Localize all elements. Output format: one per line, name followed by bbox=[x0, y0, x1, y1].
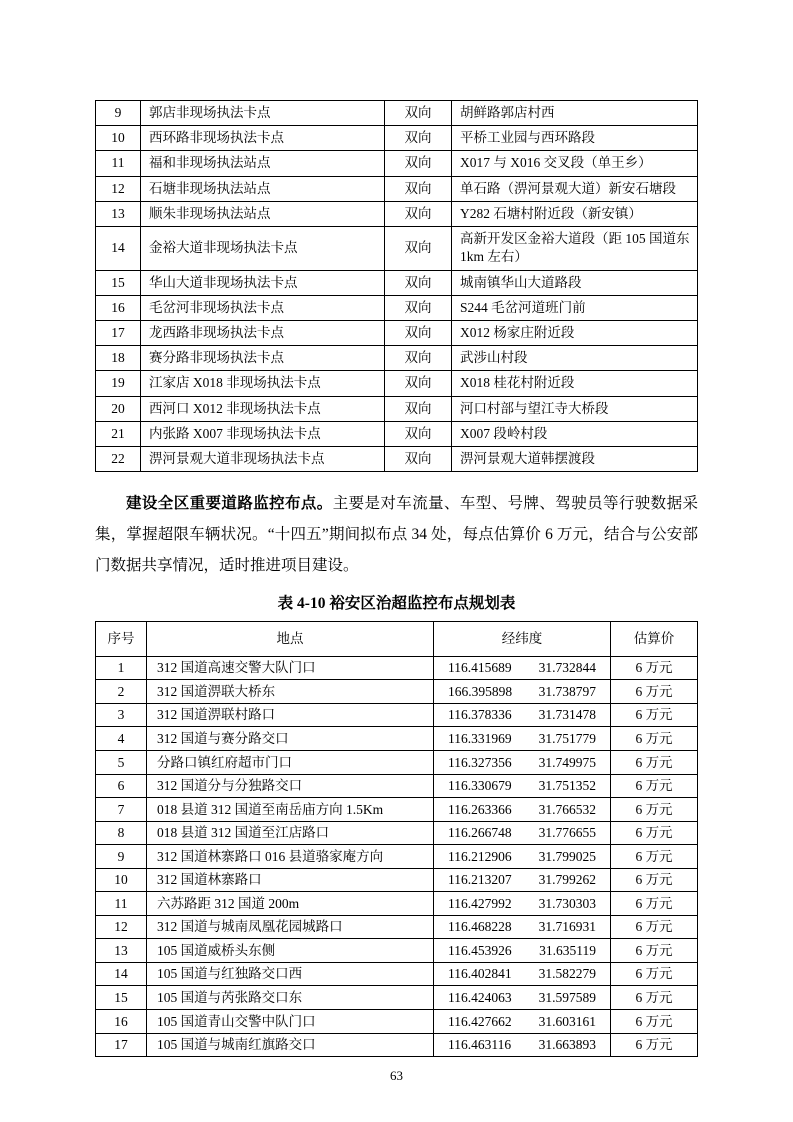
row-place: 六苏路距 312 国道 200m bbox=[147, 892, 434, 916]
row-number: 5 bbox=[96, 751, 147, 775]
row-price: 6 万元 bbox=[611, 1010, 698, 1034]
paragraph-body: 主要是对车流量、车型、号牌、驾驶员等行驶数据采集，掌握超限车辆状况。“十四五”期间拟布点 34 处，每点估算价 6 万元，结合与公安部门数据共享情况，适时推进项目建设。 bbox=[95, 495, 698, 575]
table-row bbox=[96, 270, 698, 295]
row-number: 17 bbox=[96, 320, 141, 345]
longitude: 116.330679 bbox=[448, 778, 512, 794]
table-row bbox=[96, 295, 698, 320]
row-price: 6 万元 bbox=[611, 939, 698, 963]
row-location: Y282 石塘村附近段（新安镇） bbox=[452, 201, 698, 226]
longitude: 166.395898 bbox=[448, 683, 513, 699]
row-name: 赛分路非现场执法卡点 bbox=[141, 346, 385, 371]
latitude: 31.776655 bbox=[538, 825, 596, 841]
row-price: 6 万元 bbox=[611, 915, 698, 939]
latitude: 31.738797 bbox=[538, 683, 596, 699]
row-number: 10 bbox=[96, 868, 147, 892]
row-place: 105 国道与城南红旗路交口 bbox=[147, 1033, 434, 1057]
row-name: 江家店 X018 非现场执法卡点 bbox=[141, 371, 385, 396]
latitude: 31.716931 bbox=[538, 919, 596, 935]
latitude: 31.582279 bbox=[538, 966, 596, 982]
row-number: 12 bbox=[96, 915, 147, 939]
row-name: 淠河景观大道非现场执法卡点 bbox=[141, 447, 385, 472]
row-place: 105 国道青山交警中队门口 bbox=[147, 1010, 434, 1034]
row-number: 19 bbox=[96, 371, 141, 396]
row-price: 6 万元 bbox=[611, 845, 698, 869]
row-place: 105 国道与芮张路交口东 bbox=[147, 986, 434, 1010]
latitude: 31.663893 bbox=[538, 1037, 596, 1053]
row-coordinates bbox=[434, 798, 611, 822]
row-place: 312 国道分与分独路交口 bbox=[147, 774, 434, 798]
row-coordinates bbox=[434, 751, 611, 775]
table-row bbox=[96, 346, 698, 371]
row-location: 武涉山村段 bbox=[452, 346, 698, 371]
row-number: 8 bbox=[96, 821, 147, 845]
header-coord: 经纬度 bbox=[434, 622, 611, 657]
longitude: 116.327356 bbox=[448, 754, 512, 770]
row-coordinates bbox=[434, 962, 611, 986]
row-price: 6 万元 bbox=[611, 774, 698, 798]
header-row bbox=[96, 622, 698, 657]
row-number: 17 bbox=[96, 1033, 147, 1057]
row-direction: 双向 bbox=[385, 421, 452, 446]
header-price: 估算价 bbox=[611, 622, 698, 657]
table-header bbox=[96, 622, 698, 657]
longitude: 116.415689 bbox=[448, 660, 512, 676]
row-name: 龙西路非现场执法卡点 bbox=[141, 320, 385, 345]
table-row bbox=[96, 680, 698, 704]
header-place: 地点 bbox=[147, 622, 434, 657]
longitude: 116.463116 bbox=[448, 1037, 512, 1053]
table-row bbox=[96, 868, 698, 892]
row-price: 6 万元 bbox=[611, 751, 698, 775]
monitoring-points-table bbox=[95, 621, 698, 1057]
longitude: 116.468228 bbox=[448, 919, 512, 935]
row-price: 6 万元 bbox=[611, 727, 698, 751]
row-direction: 双向 bbox=[385, 101, 452, 126]
row-coordinates bbox=[434, 727, 611, 751]
row-number: 4 bbox=[96, 727, 147, 751]
row-place: 312 国道与赛分路交口 bbox=[147, 727, 434, 751]
latitude: 31.731478 bbox=[538, 707, 596, 723]
row-price: 6 万元 bbox=[611, 892, 698, 916]
row-number: 13 bbox=[96, 201, 141, 226]
row-location: X007 段岭村段 bbox=[452, 421, 698, 446]
table-row bbox=[96, 396, 698, 421]
row-coordinates bbox=[434, 915, 611, 939]
row-coordinates bbox=[434, 821, 611, 845]
row-direction: 双向 bbox=[385, 151, 452, 176]
row-coordinates bbox=[434, 656, 611, 680]
row-place: 312 国道林寨路口 016 县道骆家庵方向 bbox=[147, 845, 434, 869]
row-direction: 双向 bbox=[385, 126, 452, 151]
table-row bbox=[96, 798, 698, 822]
row-coordinates bbox=[434, 1033, 611, 1057]
row-price: 6 万元 bbox=[611, 1033, 698, 1057]
row-number: 11 bbox=[96, 892, 147, 916]
longitude: 116.331969 bbox=[448, 730, 512, 746]
row-price: 6 万元 bbox=[611, 868, 698, 892]
row-place: 312 国道与城南凤凰花园城路口 bbox=[147, 915, 434, 939]
header-no: 序号 bbox=[96, 622, 147, 657]
table-row bbox=[96, 201, 698, 226]
row-name: 金裕大道非现场执法卡点 bbox=[141, 227, 385, 270]
row-number: 10 bbox=[96, 126, 141, 151]
row-location: X012 杨家庄附近段 bbox=[452, 320, 698, 345]
row-number: 14 bbox=[96, 962, 147, 986]
row-place: 018 县道 312 国道至南岳庙方向 1.5Km bbox=[147, 798, 434, 822]
row-name: 内张路 X007 非现场执法卡点 bbox=[141, 421, 385, 446]
table-row bbox=[96, 703, 698, 727]
table-row bbox=[96, 227, 698, 270]
table-row bbox=[96, 939, 698, 963]
table-caption: 表 4-10 裕安区治超监控布点规划表 bbox=[277, 595, 516, 613]
table-row bbox=[96, 751, 698, 775]
row-number: 9 bbox=[96, 101, 141, 126]
latitude: 31.766532 bbox=[538, 801, 596, 817]
row-name: 顺朱非现场执法站点 bbox=[141, 201, 385, 226]
row-number: 7 bbox=[96, 798, 147, 822]
table-row bbox=[96, 151, 698, 176]
latitude: 31.730303 bbox=[538, 895, 596, 911]
row-location: 淠河景观大道韩摆渡段 bbox=[452, 447, 698, 472]
latitude: 31.799025 bbox=[538, 848, 596, 864]
row-number: 15 bbox=[96, 270, 141, 295]
row-place: 105 国道与红独路交口西 bbox=[147, 962, 434, 986]
table-row bbox=[96, 421, 698, 446]
table-row bbox=[96, 962, 698, 986]
table-row bbox=[96, 986, 698, 1010]
row-direction: 双向 bbox=[385, 270, 452, 295]
row-location: 河口村部与望江寺大桥段 bbox=[452, 396, 698, 421]
table-row bbox=[96, 447, 698, 472]
row-name: 西环路非现场执法卡点 bbox=[141, 126, 385, 151]
row-number: 3 bbox=[96, 703, 147, 727]
row-number: 20 bbox=[96, 396, 141, 421]
latitude: 31.732844 bbox=[538, 660, 596, 676]
table-row bbox=[96, 656, 698, 680]
row-place: 312 国道淠联村路口 bbox=[147, 703, 434, 727]
row-number: 18 bbox=[96, 346, 141, 371]
row-location: 城南镇华山大道路段 bbox=[452, 270, 698, 295]
latitude: 31.635119 bbox=[539, 942, 596, 958]
row-name: 石塘非现场执法站点 bbox=[141, 176, 385, 201]
row-number: 16 bbox=[96, 295, 141, 320]
row-direction: 双向 bbox=[385, 346, 452, 371]
latitude: 31.597589 bbox=[538, 989, 596, 1005]
table-row bbox=[96, 1010, 698, 1034]
latitude: 31.751352 bbox=[538, 778, 596, 794]
longitude: 116.427662 bbox=[448, 1013, 512, 1029]
table-row bbox=[96, 774, 698, 798]
table-row bbox=[96, 821, 698, 845]
row-place: 312 国道淠联大桥东 bbox=[147, 680, 434, 704]
table-row bbox=[96, 320, 698, 345]
row-price: 6 万元 bbox=[611, 703, 698, 727]
table-row bbox=[96, 176, 698, 201]
row-coordinates bbox=[434, 868, 611, 892]
row-price: 6 万元 bbox=[611, 798, 698, 822]
row-place: 018 县道 312 国道至江店路口 bbox=[147, 821, 434, 845]
latitude: 31.603161 bbox=[538, 1013, 596, 1029]
latitude: 31.799262 bbox=[538, 872, 596, 888]
row-name: 郭店非现场执法卡点 bbox=[141, 101, 385, 126]
row-number: 2 bbox=[96, 680, 147, 704]
row-number: 16 bbox=[96, 1010, 147, 1034]
longitude: 116.402841 bbox=[448, 966, 512, 982]
row-location: 胡鲜路郭店村西 bbox=[452, 101, 698, 126]
body-paragraph bbox=[95, 488, 698, 581]
row-direction: 双向 bbox=[385, 201, 452, 226]
latitude: 31.749975 bbox=[538, 754, 596, 770]
row-coordinates bbox=[434, 986, 611, 1010]
table-row bbox=[96, 845, 698, 869]
row-direction: 双向 bbox=[385, 371, 452, 396]
longitude: 116.453926 bbox=[448, 942, 512, 958]
row-place: 分路口镇红府超市门口 bbox=[147, 751, 434, 775]
row-direction: 双向 bbox=[385, 176, 452, 201]
row-price: 6 万元 bbox=[611, 821, 698, 845]
row-number: 6 bbox=[96, 774, 147, 798]
row-coordinates bbox=[434, 1010, 611, 1034]
row-place: 312 国道林寨路口 bbox=[147, 868, 434, 892]
longitude: 116.212906 bbox=[448, 848, 512, 864]
table-row bbox=[96, 371, 698, 396]
row-price: 6 万元 bbox=[611, 962, 698, 986]
row-name: 毛岔河非现场执法卡点 bbox=[141, 295, 385, 320]
row-number: 12 bbox=[96, 176, 141, 201]
longitude: 116.378336 bbox=[448, 707, 512, 723]
row-number: 15 bbox=[96, 986, 147, 1010]
row-number: 14 bbox=[96, 227, 141, 270]
row-location: 单石路（淠河景观大道）新安石塘段 bbox=[452, 176, 698, 201]
row-name: 西河口 X012 非现场执法卡点 bbox=[141, 396, 385, 421]
row-number: 22 bbox=[96, 447, 141, 472]
row-price: 6 万元 bbox=[611, 680, 698, 704]
table-row bbox=[96, 727, 698, 751]
row-direction: 双向 bbox=[385, 447, 452, 472]
row-location: X017 与 X016 交叉段（单王乡） bbox=[452, 151, 698, 176]
row-number: 13 bbox=[96, 939, 147, 963]
table-body bbox=[96, 656, 698, 1056]
row-number: 9 bbox=[96, 845, 147, 869]
row-coordinates bbox=[434, 939, 611, 963]
row-number: 21 bbox=[96, 421, 141, 446]
row-name: 福和非现场执法站点 bbox=[141, 151, 385, 176]
row-name: 华山大道非现场执法卡点 bbox=[141, 270, 385, 295]
row-place: 312 国道高速交警大队门口 bbox=[147, 656, 434, 680]
longitude: 116.427992 bbox=[448, 895, 512, 911]
row-direction: 双向 bbox=[385, 396, 452, 421]
table-row bbox=[96, 892, 698, 916]
row-coordinates bbox=[434, 892, 611, 916]
table-body bbox=[96, 101, 698, 472]
longitude: 116.424063 bbox=[448, 989, 512, 1005]
row-coordinates bbox=[434, 680, 611, 704]
table-row bbox=[96, 126, 698, 151]
row-number: 11 bbox=[96, 151, 141, 176]
row-coordinates bbox=[434, 774, 611, 798]
latitude: 31.751779 bbox=[538, 730, 596, 746]
table-row bbox=[96, 101, 698, 126]
row-price: 6 万元 bbox=[611, 986, 698, 1010]
row-place: 105 国道威桥头东侧 bbox=[147, 939, 434, 963]
table-row bbox=[96, 915, 698, 939]
row-location: 高新开发区金裕大道段（距 105 国道东 1km 左右） bbox=[452, 227, 698, 270]
page-number: 63 bbox=[390, 1068, 403, 1083]
row-location: 平桥工业园与西环路段 bbox=[452, 126, 698, 151]
row-location: S244 毛岔河道班门前 bbox=[452, 295, 698, 320]
longitude: 116.266748 bbox=[448, 825, 512, 841]
row-direction: 双向 bbox=[385, 227, 452, 270]
row-direction: 双向 bbox=[385, 295, 452, 320]
table-row bbox=[96, 1033, 698, 1057]
row-direction: 双向 bbox=[385, 320, 452, 345]
longitude: 116.263366 bbox=[448, 801, 512, 817]
row-price: 6 万元 bbox=[611, 656, 698, 680]
paragraph-lead: 建设全区重要道路监控布点。 bbox=[126, 495, 333, 513]
row-coordinates bbox=[434, 845, 611, 869]
row-number: 1 bbox=[96, 656, 147, 680]
longitude: 116.213207 bbox=[448, 872, 512, 888]
enforcement-checkpoints-table bbox=[95, 100, 698, 472]
row-coordinates bbox=[434, 703, 611, 727]
row-location: X018 桂花村附近段 bbox=[452, 371, 698, 396]
